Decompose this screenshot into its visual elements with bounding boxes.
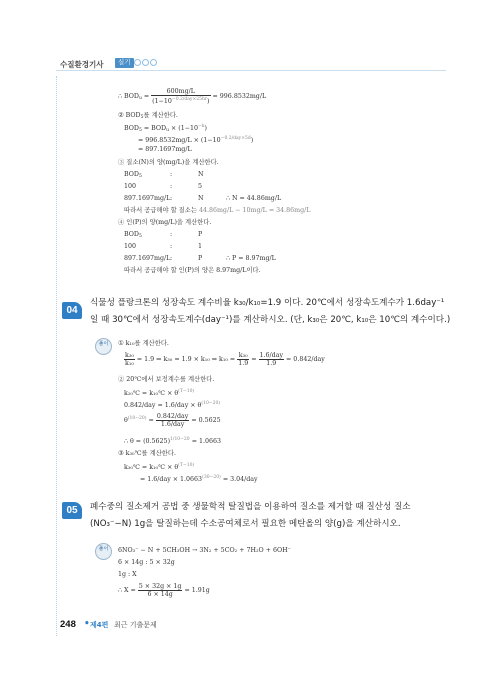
q04-theta-result: ∴ $\theta = (0.5625)^{1/10-20} = 1.0663$	[124, 437, 221, 445]
q05-ratio-row-2: 1g : X	[118, 571, 137, 578]
p-ratio-row-2-value: 1	[198, 243, 203, 250]
bod5-result: = 897.1697mg/L	[138, 146, 192, 153]
step-4-heading: ④ 인(P)의 양(mg/L)을 계산한다.	[118, 219, 212, 226]
p-ratio-row-2-colon: :	[170, 243, 173, 250]
q05-ratio-row-1: 6 × 14g : 5 × 32g	[118, 559, 175, 566]
n-ratio-row-2-value: 5	[198, 183, 203, 190]
n-note: 따라서 공급해야 할 질소는 44.86mg/L − 10mg/L = 34.86mg/L	[124, 207, 311, 214]
p-ratio-row-2: 100	[124, 243, 137, 250]
q04-theta-formula: k₂₀℃ = k₁₀℃ × $\theta^{(T-10)}$	[124, 389, 195, 397]
page-number: 248	[60, 619, 76, 630]
footer-bullet: •	[84, 619, 90, 629]
n-ratio-row-3: 897.1697mg/L	[124, 195, 171, 202]
p-ratio-row-3: 897.1697mg/L	[124, 255, 171, 262]
p-result: ∴ P = 8.97mg/L	[226, 255, 276, 262]
n-ratio-row-1-value: N	[198, 171, 204, 178]
n-ratio-row-3-value: N	[198, 195, 204, 202]
q05-reaction-equation: 6NO₃⁻ − N + 5CH₃OH → 3N₂ + 5CO₂ + 7H₂O + 6OH⁻	[118, 547, 291, 554]
p-note: 따라서 공급해야 할 인(P)의 양은 8.97mg/L이다.	[124, 267, 261, 274]
q04-step-1: ① k₁₀를 계산한다.	[118, 340, 169, 347]
solution-icon: 풀이	[95, 543, 112, 560]
q04-theta-ratio: $\theta^{(10-20)}$ = $\frac{\text{0.842/day}}{\text{1.6/day}}$ = 0.5625	[124, 413, 221, 428]
bodu-equation: ∴ $BOD_u$ = $\frac{600mg/L}{(1-10^{-0.2/day\times 25hr})}$ = 996.8532mg/L	[118, 88, 267, 105]
p-ratio-row-1: $BOD_5$	[124, 231, 142, 239]
question-05-line-1: 폐수중의 질소제거 공법 중 생물학적 탈질법을 이용하여 질소를 제거할 때 질산성 질소	[90, 502, 411, 512]
q04-step-3: ③ k₃₀℃를 계산한다.	[118, 450, 176, 457]
practical-badge: 실기	[115, 58, 134, 68]
question-05-badge: 05	[62, 502, 82, 519]
q05-result: ∴ X = $\frac{5 \times 32g \times 1g}{6 \times 14g}$ = 1.91g	[118, 583, 210, 598]
solution-icon: 풀이	[95, 338, 112, 355]
question-04-line-2: 일 때 30℃에서 성장속도계수(day⁻¹)를 계산하시오. (단, k₃₀은 20℃, k₁₀은 10℃의 계수이다.)	[90, 315, 451, 325]
p-ratio-row-3-value: P	[198, 255, 203, 262]
margin-rule	[56, 76, 57, 636]
step-3-heading: ③ 질소(N)의 양(mg/L)을 계산한다.	[118, 159, 219, 166]
n-ratio-row-1: $BOD_5$	[124, 171, 142, 179]
q04-k30-result: = $1.6/day \times 1.0663^{(30-20)} = 3.04/day$	[140, 475, 258, 483]
step-2-heading: ② $BOD_5$를 계산한다.	[118, 112, 178, 120]
question-04-line-1: 식물성 플랑크톤의 성장속도 계수비율 k₃₀/k₁₀=1.9 이다. 20℃에서 성장속도계수가 1.6day⁻¹	[90, 298, 445, 308]
p-ratio-row-1-value: P	[198, 231, 203, 238]
n-ratio-row-2: 100	[124, 183, 137, 190]
bod5-formula: $BOD_5 = BOD_u \times (1-10^{-k})$	[124, 124, 207, 133]
n-result: ∴ N = 44.86mg/L	[226, 195, 282, 202]
q04-k30-formula: k₃₀℃ = k₁₀℃ × $\theta^{(T-10)}$	[124, 463, 195, 471]
q04-step-2: ② 20℃에서 보정계수를 계산한다.	[118, 376, 215, 383]
q04-theta-substitution: $0.842/day = 1.6/day \times \theta^{(10-20)}$	[124, 401, 221, 409]
n-ratio-row-2-colon: :	[170, 183, 173, 190]
header-divider	[56, 70, 446, 71]
footer-part: 제4편	[90, 621, 109, 629]
p-ratio-row-3-colon: :	[170, 255, 173, 262]
p-ratio-row-1-colon: :	[170, 231, 173, 238]
question-05-line-2: (NO₃⁻−N) 1g을 탈질하는데 수소공여체로서 필요한 메탄올의 양(g)을 계산하시오.	[90, 519, 401, 529]
bod5-substitution: = $996.8532mg/L \times (1-10^{-0.2/day\times 5d})$	[138, 136, 254, 144]
n-ratio-row-1-colon: :	[170, 171, 173, 178]
footer-chapter: 최근 기출문제	[114, 621, 157, 629]
n-ratio-row-3-colon: :	[170, 195, 173, 202]
question-04-badge: 04	[62, 302, 82, 319]
q04-k10-derivation: $\frac{\text{k₃₀}}{\text{k₁₀}}$ = 1.9 ⇒ k₃₀ = 1.9 × k₁₀ ⇒ k₁₀ = $\frac{\text{k₃₀}}{1.9}$ = $\frac{\text{1.6/day}}{1.9}$ = 0.842/day	[125, 352, 325, 367]
header-circles-decoration	[134, 59, 157, 66]
book-title: 수질환경기사	[60, 60, 104, 69]
